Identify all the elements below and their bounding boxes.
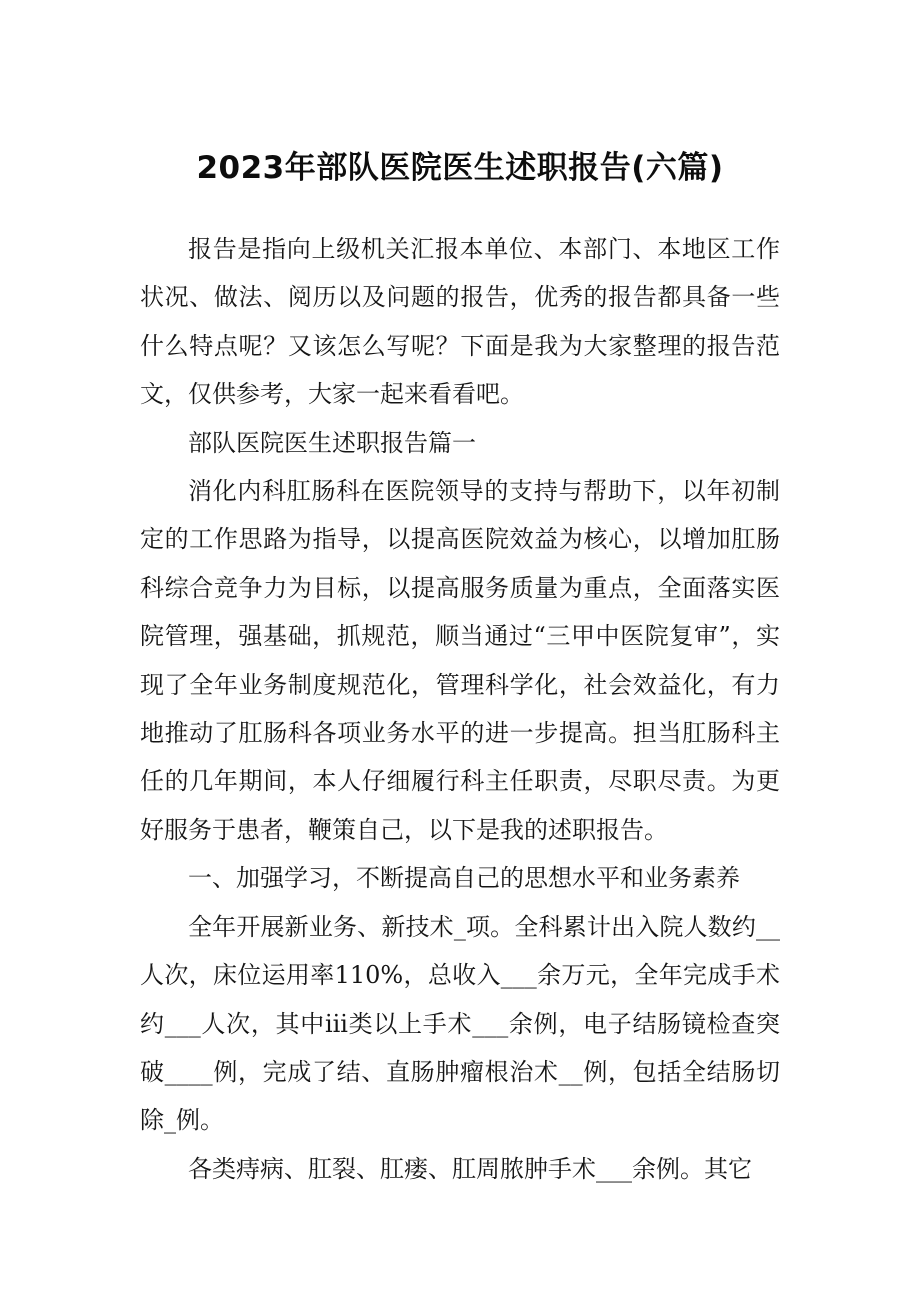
subsection-heading: 一、加强学习，不断提高自己的思想水平和业务素养 <box>188 864 740 893</box>
document-body <box>140 225 780 1193</box>
intro-paragraph: 报告是指向上级机关汇报本单位、本部门、本地区工作状况、做法、阅历以及问题的报告，优秀的报告都具备一些什么特点呢？又该怎么写呢？下面是我为大家整理的报告范文，仅供参考，大家一起来看看吧。 <box>140 235 780 409</box>
section-heading-part-one: 部队医院医生述职报告篇一 <box>188 428 476 457</box>
document-title: 2023年部队医院医生述职报告(六篇) <box>196 150 724 186</box>
body-paragraph: 全年开展新业务、新技术_项。全科累计出入院人数约__人次，床位运用率110%，总收入___余万元，全年完成手术约___人次，其中iii类以上手术___余例，电子结肠镜检查突破____例，完成了结、直肠肿瘤根治术__例，包括全结肠切除_例。 <box>140 912 780 1135</box>
body-paragraph: 各类痔病、肛裂、肛瘘、肛周脓肿手术___余例。其它 <box>188 1154 752 1183</box>
body-paragraph: 消化内科肛肠科在医院领导的支持与帮助下，以年初制定的工作思路为指导，以提高医院效益为核心，以增加肛肠科综合竞争力为目标，以提高服务质量为重点，全面落实医院管理，强基础，抓规范，顺当通过“三甲中医院复审”，实现了全年业务制度规范化，管理科学化，社会效益化，有力地推动了肛肠科各项业务水平的进一步提高。担当肛肠科主任的几年期间，本人仔细履行科主任职责，尽职尽责。为更好服务于患者，鞭策自己，以下是我的述职报告。 <box>140 477 780 844</box>
